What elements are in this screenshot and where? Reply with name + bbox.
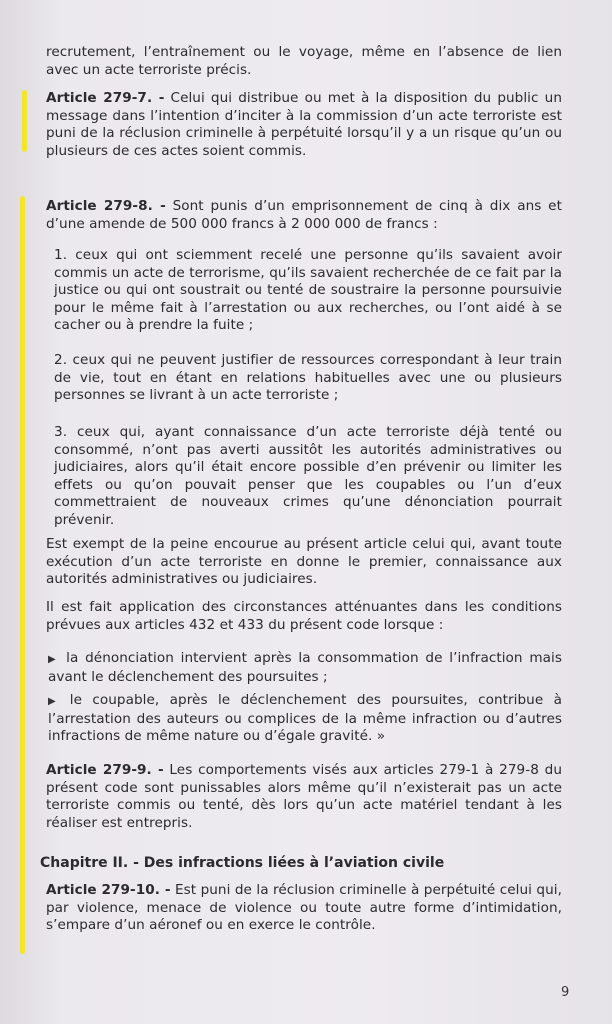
bullet-item [48,650,562,686]
triangle-bullet-icon: ▶ [48,696,62,707]
page-number: 9 [561,985,570,1000]
article-label: Article 279-8. - [46,198,166,214]
article-label: Article 279-7. - [46,90,165,106]
article-279-9 [46,762,562,832]
mitigating-paragraph: Il est fait application des circonstances atténuantes dans les conditions prévues aux articles 432 et 433 du présent code lorsque : [46,599,562,633]
article-text: Les comportements visés aux articles 279-1 à 279-8 du présent code sont punissables alors même qu’il n’existerait pas un acte terroriste commis ou tenté, dès lors qu’un acte matériel tendant à les réaliser est entrepris. [46,762,562,831]
list-item: 2. ceux qui ne peuvent justifier de ressources correspondant à leur train de vie, tout en étant en relations habituelles avec une ou plusieurs personnes se livrant à un acte terroriste ; [54,352,562,404]
intro-continuation: recrutement, l’entraînement ou le voyage, même en l’absence de lien avec un acte terroriste précis. [46,44,562,78]
article-279-8 [46,198,562,233]
article-279-10 [46,882,562,935]
article-text: Est puni de la réclusion criminelle à perpétuité celui qui, par violence, menace de violence ou toute autre forme d’intimidation, s’empare d’un aéronef ou en exerce le contrôle. [46,882,562,934]
highlight-mark [20,196,25,954]
article-label: Article 279-10. - [46,882,171,898]
bullet-text: le coupable, après le déclenchement des poursuites, contribue à l’arrestation des auteurs ou complices de la même infraction ou d’autres infractions de même nature ou d’égale gravité. » [48,692,562,745]
article-279-7 [46,90,562,160]
article-label: Article 279-9. - [46,762,164,778]
article-text: Sont punis d’un emprisonnement de cinq à dix ans et d’une amende de 500 000 francs à 2 000 000 de francs : [46,198,562,232]
bullet-text: la dénonciation intervient après la consommation de l’infraction mais avant le déclenchement des poursuites ; [48,650,562,685]
bullet-item [48,692,562,746]
list-item: 1. ceux qui ont sciemment recelé une personne qu’ils savaient avoir commis un acte de terrorisme, qu’ils savaient recherchée de ce fait par la justice ou qui ont soustrait ou tenté de soustraire la personne poursuivie pour le même fait à l’arrestation ou aux recherches, ou l’ont aidé à se cacher ou à prendre la fuite ; [54,247,562,334]
chapter-heading: Chapitre II. - Des infractions liées à l’aviation civile [40,855,445,871]
triangle-bullet-icon: ▶ [48,654,59,665]
article-text: Celui qui distribue ou met à la disposition du public un message dans l’intention d’inciter à la commission d’un acte terroriste est puni de la réclusion criminelle à perpétuité lorsqu’il y a un risque qu’un ou plusieurs de ces actes soient commis. [46,90,562,159]
exemption-paragraph: Est exempt de la peine encourue au présent article celui qui, avant toute exécution d’un acte terroriste en donne le premier, connaissance aux autorités administratives ou judiciaires. [46,536,562,588]
highlight-mark [22,90,27,152]
list-item: 3. ceux qui, ayant connaissance d’un acte terroriste déjà tenté ou consommé, n’ont pas averti aussitôt les autorités administratives ou judiciaires, alors qu’il était encore possible d’en prévenir ou limiter les effets ou qu’on pouvait penser que les coupables ou l’un d’eux commettraient de nouveaux crimes qu’une dénonciation pourrait prévenir. [54,424,562,528]
